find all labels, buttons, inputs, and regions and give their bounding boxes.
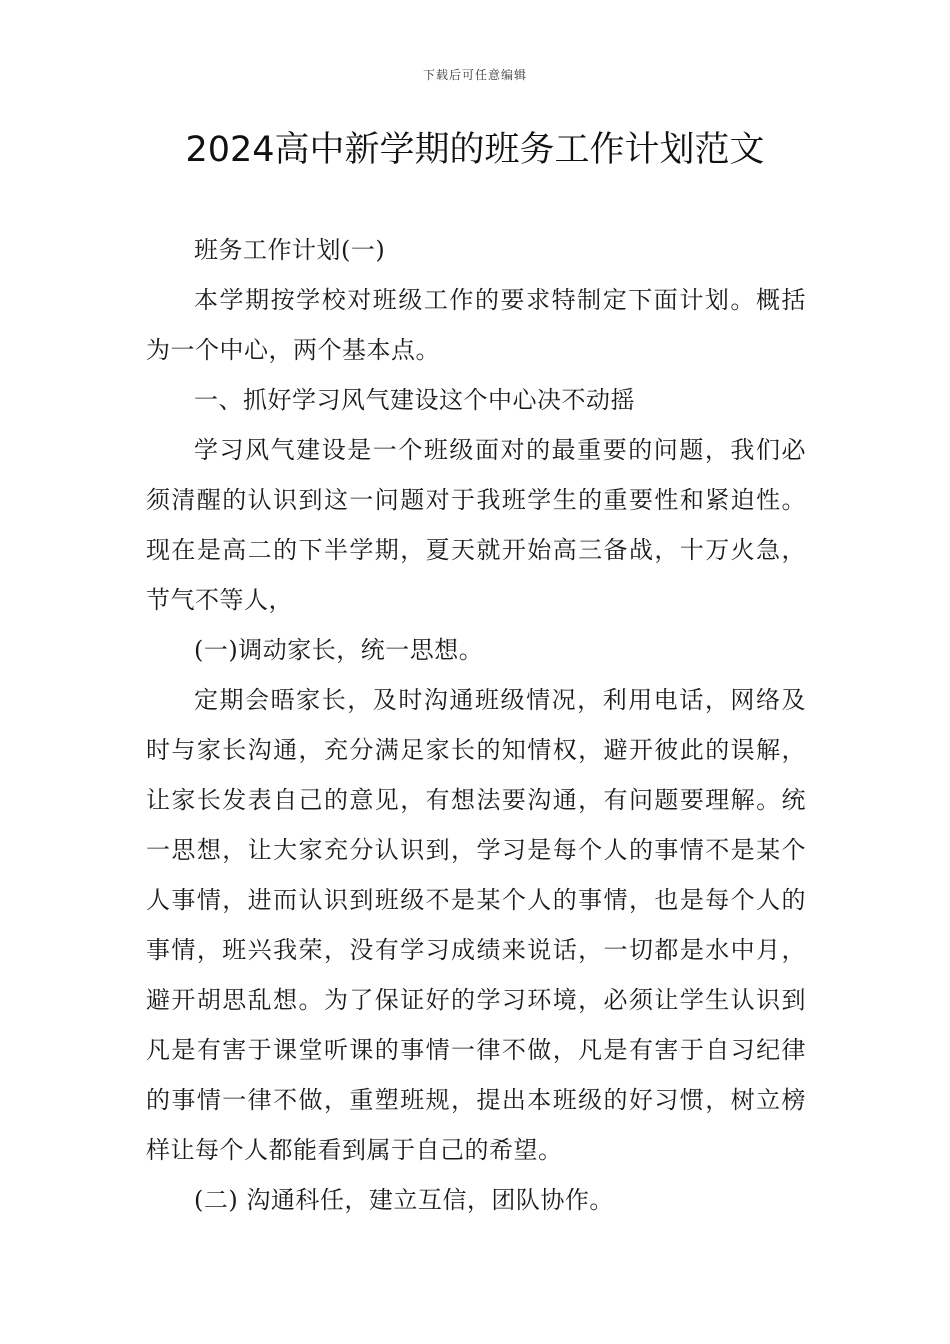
paragraph-subsection-two-heading: (二) 沟通科任，建立互信，团队协作。: [194, 1186, 614, 1214]
header-note: 下载后可任意编辑: [422, 68, 527, 82]
paragraph-parent-communication: 定期会晤家长，及时沟通班级情况，利用电话，网络及时与家长沟通，充分满足家长的知情权，避开彼此的误解，让家长发表自己的意见，有想法要沟通，有问题要理解。统一思想，让大家充分认识到，学习是每个人的事情不是某个人事情，进而认识到班级不是某个人的事情，也是每个人的事情，班兴我荣，没有学习成绩来说话，一切都是水中月，避开胡思乱想。为了保证好的学习环境，必须让学生认识到凡是有害于课堂听课的事情一律不做，凡是有害于自习纪律的事情一律不做，重塑班规，提出本班级的好习惯，树立榜样让每个人都能看到属于自己的希望。: [146, 686, 806, 1164]
document-title: 2024高中新学期的班务工作计划范文: [185, 130, 765, 170]
paragraph-study-atmosphere: 学习风气建设是一个班级面对的最重要的问题，我们必须清醒的认识到这一问题对于我班学生的重要性和紧迫性。现在是高二的下半学期，夏天就开始高三备战，十万火急，节气不等人，: [146, 436, 806, 614]
paragraph-intro: 本学期按学校对班级工作的要求特制定下面计划。概括为一个中心，两个基本点。: [146, 286, 806, 364]
document-body: [146, 225, 806, 1225]
paragraph-plan-heading: 班务工作计划(一): [194, 236, 386, 264]
paragraph-subsection-one-heading: (一)调动家长，统一思想。: [194, 636, 484, 664]
paragraph-section-one-heading: 一、抓好学习风气建设这个中心决不动摇: [194, 386, 635, 414]
